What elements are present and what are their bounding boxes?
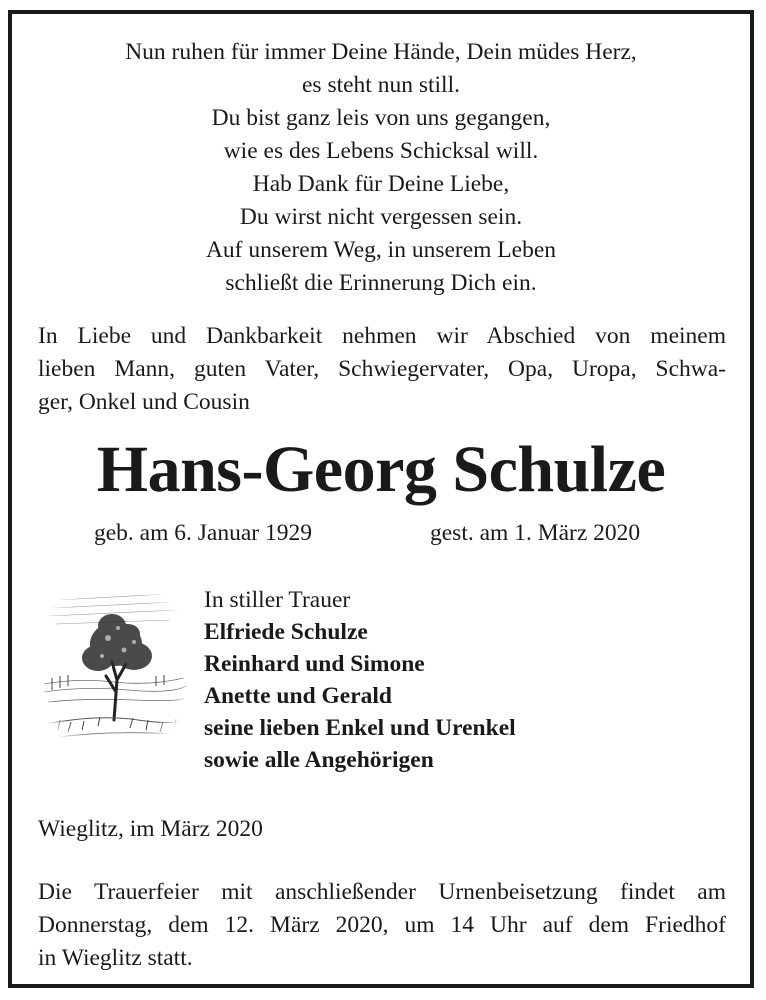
place-date: Wieglitz, im März 2020 [38,816,263,842]
obituary-frame [8,10,754,988]
mourner-name: Elfriede Schulze [204,619,368,645]
tree-illustration [38,580,188,752]
poem-line: Du wirst nicht vergessen sein. [239,204,523,230]
funeral-line: Donnerstag, dem 12. März 2020, um 14 Uhr auf dem Friedhof [38,912,726,938]
poem [12,36,750,300]
mourners-heading: In stiller Trauer [204,587,351,613]
mourner-name: Reinhard und Simone [204,651,425,677]
intro-line: In Liebe und Dankbarkeit nehmen wir Abschied von meinem [38,323,726,349]
poem-line: Du bist ganz leis von uns gegangen, [211,105,551,131]
deceased-name: Hans-Georg Schulze [96,433,666,506]
mourner-name: Anette und Gerald [204,683,392,709]
poem-line: Nun ruhen für immer Deine Hände, Dein müdes Herz, [125,39,637,65]
funeral-notice [38,876,726,975]
mourner-name: sowie alle Angehörigen [204,747,434,773]
birth-date: geb. am 6. Januar 1929 [94,520,312,546]
poem-line: schließt die Erinnerung Dich ein. [225,270,537,296]
funeral-line: Die Trauerfeier mit anschließender Urnenbeisetzung findet am [38,879,726,905]
intro-line: ger, Onkel und Cousin [38,389,250,415]
mourner-name: seine lieben Enkel und Urenkel [204,715,516,741]
funeral-line: in Wieglitz statt. [38,945,193,971]
intro-text [38,320,726,419]
death-date: gest. am 1. März 2020 [430,520,641,546]
poem-line: es steht nun still. [302,72,460,98]
poem-line: wie es des Lebens Schicksal will. [223,138,539,164]
intro-line: lieben Mann, guten Vater, Schwiegervater, Opa, Uropa, Schwa- [38,356,726,382]
poem-line: Hab Dank für Deine Liebe, [252,171,510,197]
mourners-list [204,584,516,776]
poem-line: Auf unserem Weg, in unserem Leben [205,237,557,263]
